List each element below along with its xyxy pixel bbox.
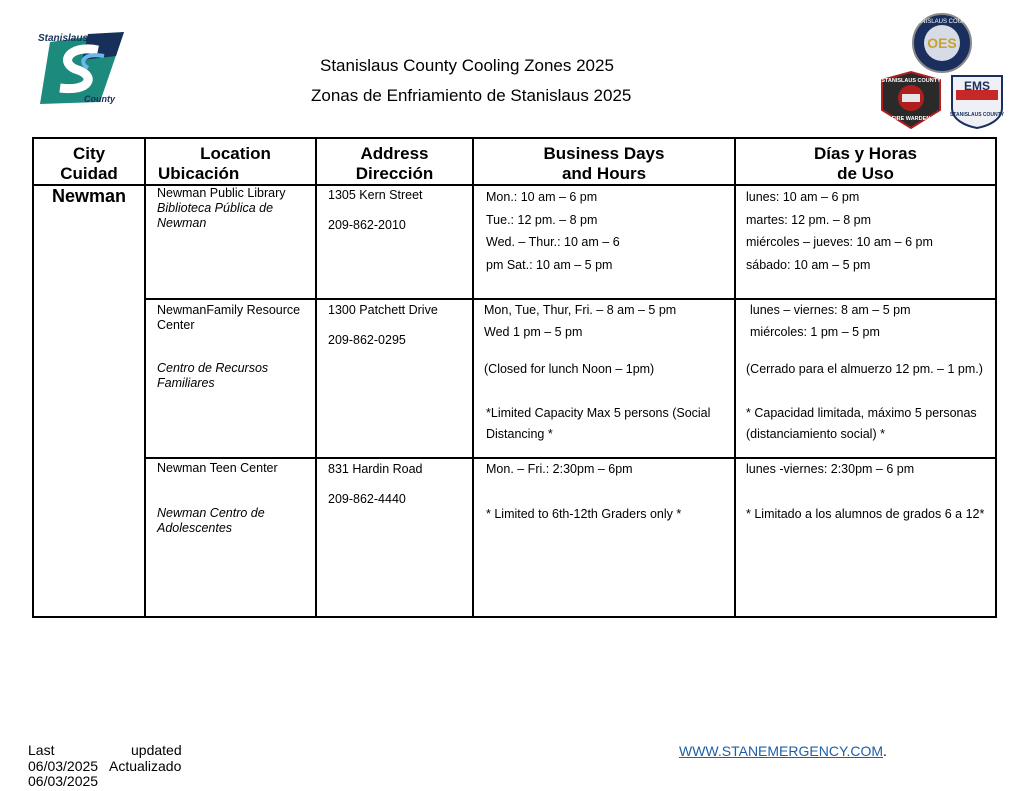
footer-actualizado-word: Actualizado bbox=[109, 758, 182, 774]
phone-number: 209-862-4440 bbox=[328, 492, 406, 506]
header-city-es: Cuidad bbox=[60, 164, 118, 183]
footer-date-1: 06/03/2025 bbox=[28, 758, 99, 774]
website-link-text[interactable]: WWW.STANEMERGENCY.COM bbox=[679, 743, 884, 759]
hours-es-cell bbox=[735, 299, 996, 458]
hours-line: * Capacidad limitada, máximo 5 personas bbox=[746, 405, 977, 420]
address-cell bbox=[316, 458, 473, 617]
ems-badge-icon bbox=[948, 70, 1006, 130]
svg-text:EMS: EMS bbox=[963, 79, 991, 93]
header-hours-en-2: and Hours bbox=[561, 164, 647, 183]
header-business-hours bbox=[473, 138, 735, 185]
location-name: Newman Teen Center bbox=[157, 461, 278, 475]
location-name-es: Centro de Recursos Familiares bbox=[157, 361, 269, 390]
header-location-es: Ubicación bbox=[158, 164, 240, 183]
location-cell bbox=[145, 185, 316, 299]
street-address: 1305 Kern Street bbox=[328, 188, 423, 202]
svg-text:STANISLAUS COUNTY: STANISLAUS COUNTY bbox=[949, 112, 1005, 118]
hours-line: Wed. – Thur.: 10 am – 6 bbox=[486, 235, 620, 249]
hours-line: miércoles: 1 pm – 5 pm bbox=[750, 324, 880, 339]
location-name-es: Biblioteca Pública de Newman bbox=[157, 201, 274, 230]
hours-line: * Limited to 6th-12th Graders only * bbox=[486, 506, 682, 521]
location-name: NewmanFamily Resource Center bbox=[157, 303, 301, 332]
hours-line: lunes -viernes: 2:30pm – 6 pm bbox=[746, 462, 915, 476]
table-row bbox=[33, 299, 996, 458]
header-hours-es-1: Días y Horas bbox=[814, 144, 917, 163]
city-cell: Newman bbox=[33, 185, 145, 617]
header-address-es: Dirección bbox=[355, 164, 434, 183]
hours-line: lunes: 10 am – 6 pm bbox=[746, 190, 860, 204]
cooling-zones-table bbox=[32, 137, 997, 618]
svg-text:STANISLAUS COUNTY: STANISLAUS COUNTY bbox=[881, 78, 941, 84]
address-cell bbox=[316, 299, 473, 458]
hours-line: * Limitado a los alumnos de grados 6 a 12* bbox=[746, 506, 985, 521]
table-header-row bbox=[33, 138, 996, 185]
phone-number: 209-862-0295 bbox=[328, 333, 406, 347]
website-period: . bbox=[883, 743, 887, 759]
hours-line: Wed 1 pm – 5 pm bbox=[484, 324, 583, 339]
svg-text:STANISLAUS COUNTY: STANISLAUS COUNTY bbox=[911, 19, 973, 25]
header-location-en: Location bbox=[200, 144, 271, 163]
hours-line: Tue.: 12 pm. – 8 pm bbox=[486, 212, 598, 227]
svg-text:County: County bbox=[84, 94, 115, 104]
hours-line: sábado: 10 am – 5 pm bbox=[746, 257, 871, 272]
fire-warden-badge-icon bbox=[876, 70, 946, 130]
hours-line: (distanciamiento social) * bbox=[746, 427, 885, 441]
header-dias-horas bbox=[735, 138, 996, 185]
hours-line: pm Sat.: 10 am – 5 pm bbox=[486, 257, 613, 272]
hours-line: Mon.: 10 am – 6 pm bbox=[486, 190, 598, 204]
hours-line: (Cerrado para el almuerzo 12 pm. – 1 pm.) bbox=[746, 362, 983, 376]
hours-line: (Closed for lunch Noon – 1pm) bbox=[484, 362, 655, 376]
hours-en-cell bbox=[473, 299, 735, 458]
hours-line: lunes – viernes: 8 am – 5 pm bbox=[750, 303, 911, 317]
svg-text:FIRE WARDEN: FIRE WARDEN bbox=[891, 116, 931, 122]
footer-date-2: 06/03/2025 bbox=[28, 773, 99, 789]
hours-en-cell bbox=[473, 458, 735, 617]
header-address bbox=[316, 138, 473, 185]
header-city bbox=[33, 138, 145, 185]
title-spanish: Zonas de Enfriamiento de Stanislaus 2025 bbox=[311, 86, 632, 105]
header-address-en: Address bbox=[360, 144, 429, 163]
location-cell bbox=[145, 299, 316, 458]
stanislaus-county-logo bbox=[38, 30, 128, 108]
hours-line: Distancing * bbox=[486, 427, 553, 441]
header-hours-es-2: de Uso bbox=[837, 164, 894, 183]
hours-en-cell bbox=[473, 185, 735, 299]
header-hours-en-1: Business Days bbox=[543, 144, 665, 163]
location-name-es: Newman Centro de Adolescentes bbox=[157, 506, 265, 535]
address-cell bbox=[316, 185, 473, 299]
table-row bbox=[33, 185, 996, 299]
phone-number: 209-862-2010 bbox=[328, 218, 406, 232]
hours-line: Mon. – Fri.: 2:30pm – 6pm bbox=[486, 462, 633, 476]
hours-line: Mon, Tue, Thur, Fri. – 8 am – 5 pm bbox=[484, 303, 677, 317]
hours-line: miércoles – jueves: 10 am – 6 pm bbox=[746, 235, 933, 249]
header-city-en: City bbox=[72, 144, 106, 163]
title-english: Stanislaus County Cooling Zones 2025 bbox=[320, 56, 614, 75]
location-cell bbox=[145, 458, 316, 617]
footer-updated-word: updated bbox=[131, 742, 182, 758]
footer-last-word: Last bbox=[28, 742, 55, 758]
svg-text:Stanislaus: Stanislaus bbox=[38, 33, 89, 44]
header-location bbox=[145, 138, 316, 185]
location-name: Newman Public Library bbox=[157, 186, 286, 200]
hours-line: martes: 12 pm. – 8 pm bbox=[746, 212, 872, 227]
oes-seal-icon bbox=[911, 12, 973, 74]
hours-es-cell bbox=[735, 458, 996, 617]
website-link[interactable] bbox=[679, 743, 887, 759]
street-address: 831 Hardin Road bbox=[328, 462, 423, 476]
hours-line: *Limited Capacity Max 5 persons (Social bbox=[486, 405, 711, 420]
table-row bbox=[33, 458, 996, 617]
hours-es-cell bbox=[735, 185, 996, 299]
street-address: 1300 Patchett Drive bbox=[328, 303, 438, 317]
svg-text:OES: OES bbox=[927, 35, 957, 51]
